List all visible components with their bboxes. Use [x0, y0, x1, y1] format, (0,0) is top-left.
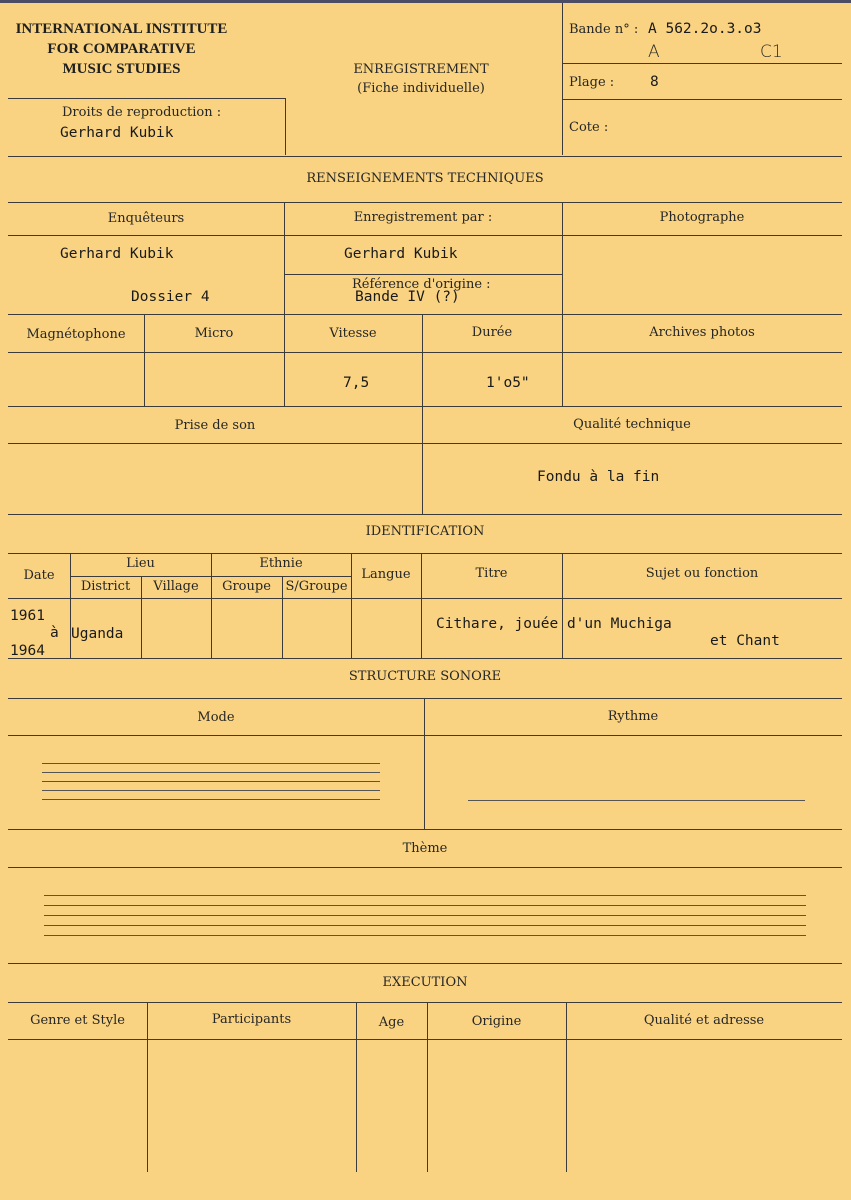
theme-top-rule [8, 829, 842, 830]
bande-plage-divider [562, 63, 842, 64]
theme-label: Thème [402, 841, 448, 856]
theme-writing-line [44, 915, 806, 916]
enqueteurs-label: Enquêteurs [107, 211, 185, 226]
enregistrement-value: Gerhard Kubik [344, 246, 458, 262]
titre-value-line-1: Cithare, jouée d'un Muchiga [436, 616, 672, 632]
reference-divider [285, 274, 562, 275]
equipment-label-rule [8, 352, 842, 353]
structure-top-rule [8, 658, 842, 659]
form-title: ENREGISTREMENT [353, 62, 489, 77]
execution-section-title: EXECUTION [382, 975, 468, 990]
date-label: Date [23, 568, 55, 583]
exec-col-divider-1 [147, 1002, 148, 1172]
droits-value: Gerhard Kubik [60, 125, 174, 141]
bande-handwritten-c1: C1 [760, 42, 783, 62]
rythme-label: Rythme [607, 709, 659, 724]
theme-label-rule [8, 867, 842, 868]
mode-label-rule [8, 735, 842, 736]
mode-writing-line [42, 763, 380, 764]
cote-label: Cote : [569, 120, 609, 135]
theme-writing-line [44, 895, 806, 896]
equipment-top-rule [8, 314, 842, 315]
institute-line-2: FOR COMPARATIVE [47, 41, 196, 57]
prise-label-rule [8, 443, 842, 444]
reference-label: Référence d'origine : [352, 277, 491, 292]
photographe-label: Photographe [659, 210, 745, 225]
mode-label: Mode [197, 710, 235, 725]
mode-writing-line [42, 799, 380, 800]
theme-writing-line [44, 905, 806, 906]
scan-top-edge [0, 0, 851, 3]
enqueteurs-value: Gerhard Kubik [60, 246, 174, 262]
ident-header-bottom-rule [8, 598, 842, 599]
rythme-writing-line [468, 800, 805, 801]
execution-label-rule [8, 1039, 842, 1040]
micro-label: Micro [194, 326, 234, 341]
identification-top-rule [8, 514, 842, 515]
titre-label: Titre [475, 566, 508, 581]
date-value-start: 1961 [10, 608, 45, 624]
mode-writing-line [42, 772, 380, 773]
vitesse-value: 7,5 [343, 375, 370, 391]
ethnie-label: Ethnie [259, 556, 303, 571]
origine-label: Origine [471, 1014, 522, 1029]
mode-writing-line [42, 790, 380, 791]
form-subtitle: (Fiche individuelle) [357, 81, 485, 96]
ident-header-top-rule [8, 553, 842, 554]
header-bottom-rule [8, 156, 842, 157]
mode-writing-line [42, 781, 380, 782]
tech-top-rule [8, 202, 842, 203]
theme-writing-line [44, 925, 806, 926]
langue-label: Langue [361, 567, 411, 582]
duree-label: Durée [471, 325, 513, 340]
execution-header-top-rule [8, 1002, 842, 1003]
village-label: Village [153, 579, 199, 594]
tech-label-rule [8, 235, 842, 236]
plage-label: Plage : [569, 75, 615, 90]
bande-value: A 562.2o.3.o3 [648, 21, 762, 37]
reference-value: Bande IV (?) [355, 289, 460, 305]
qualite-technique-label: Qualité technique [573, 417, 691, 432]
bande-label: Bande n° : [569, 22, 639, 37]
enregistrement-label: Enregistrement par : [353, 210, 493, 225]
droits-label: Droits de reproduction : [62, 105, 222, 120]
archives-photos-label: Archives photos [649, 325, 755, 340]
groupe-label: Groupe [222, 579, 271, 594]
dossier-value: Dossier 4 [131, 289, 210, 305]
structure-section-title: STRUCTURE SONORE [348, 669, 502, 684]
institute-line-1: INTERNATIONAL INSTITUTE [15, 21, 228, 37]
prise-top-rule [8, 406, 842, 407]
bande-handwritten-a: A [648, 42, 660, 62]
genre-style-label: Genre et Style [30, 1013, 125, 1028]
plage-cote-divider [562, 99, 842, 100]
theme-writing-line [44, 935, 806, 936]
droits-box-top [8, 98, 286, 99]
sujet-fonction-label: Sujet ou fonction [645, 566, 759, 581]
date-value-separator: à [50, 625, 59, 641]
district-label: District [80, 579, 131, 594]
magnetophone-label: Magnétophone [26, 327, 126, 342]
droits-box-right [285, 98, 286, 155]
technical-section-title: RENSEIGNEMENTS TECHNIQUES [306, 171, 544, 186]
lieu-label: Lieu [126, 556, 155, 571]
plage-value: 8 [650, 74, 659, 90]
district-value: Uganda [71, 626, 124, 642]
qualite-adresse-label: Qualité et adresse [643, 1013, 765, 1028]
institute-line-3: MUSIC STUDIES [62, 61, 181, 77]
prise-de-son-label: Prise de son [174, 418, 256, 433]
header-right-divider [562, 3, 563, 155]
identification-section-title: IDENTIFICATION [365, 524, 485, 539]
execution-top-rule [8, 963, 842, 964]
age-label: Age [378, 1015, 405, 1030]
titre-value-line-2: et Chant [710, 633, 780, 649]
qualite-technique-value: Fondu à la fin [537, 469, 660, 485]
sgroupe-label: S/Groupe [285, 579, 348, 594]
participants-label: Participants [211, 1012, 292, 1027]
date-value-end: 1964 [10, 643, 45, 659]
duree-value: 1'o5" [486, 375, 530, 391]
vitesse-label: Vitesse [329, 326, 377, 341]
mode-top-rule [8, 698, 842, 699]
